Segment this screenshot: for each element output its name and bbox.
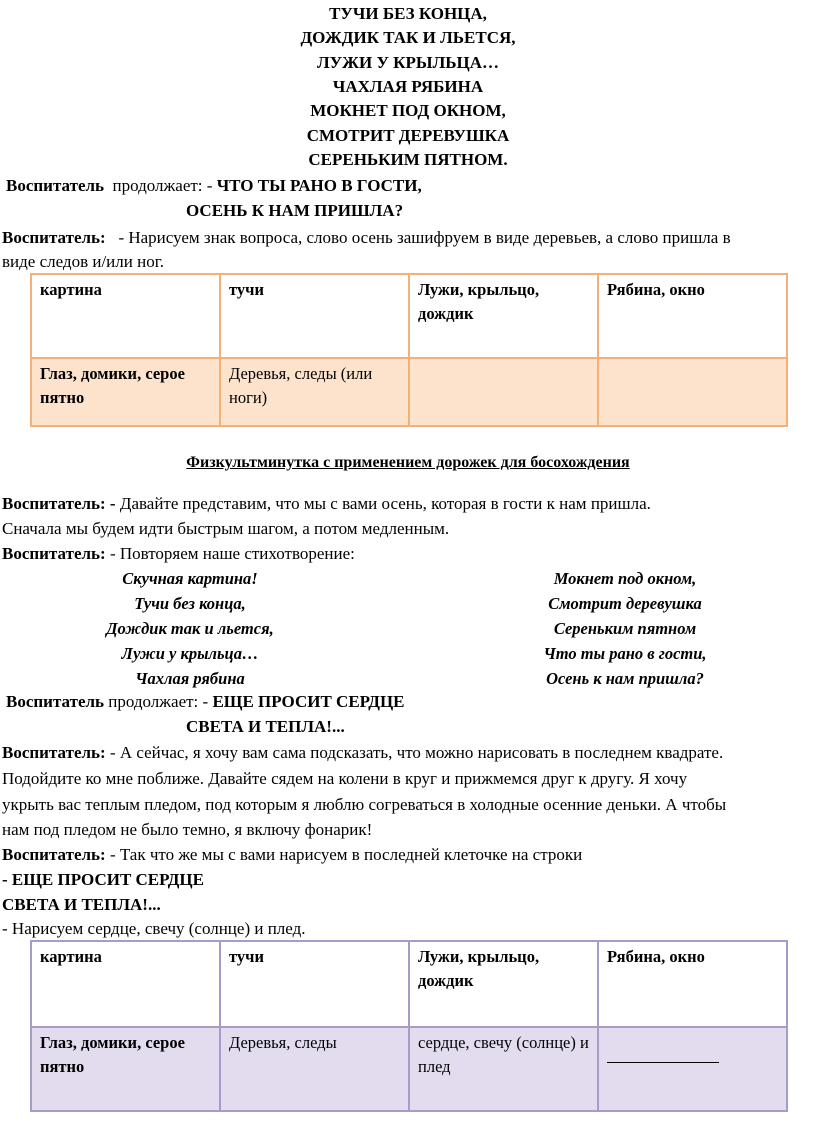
drawing-table-2 (30, 940, 788, 1112)
paragraph-text: - А сейчас, я хочу вам сама подсказать, что можно нарисовать в последнем квадрате. (109, 743, 724, 762)
paragraph-8: - Нарисуем сердце, свечу (солнце) и плед. (2, 919, 306, 938)
paragraph-3-line-2: Сначала мы будем идти быстрым шагом, а потом медленным. (2, 519, 450, 538)
poem-top-line-5: МОКНЕТ ПОД ОКНОМ, (310, 101, 506, 120)
speaker-label: Воспитатель: - (2, 494, 120, 513)
poem-top-line-6: СМОТРИТ ДЕРЕВУШКА (306, 126, 510, 145)
poem-left-line-4: Лужи у крыльца… (121, 644, 259, 663)
table-header-cell: Лужи, крыльцо, дождик (409, 274, 598, 358)
caps-line-1: - ЕЩЕ ПРОСИТ СЕРДЦЕ (2, 870, 204, 889)
table-cell: Глаз, домики, серое пятно (31, 1027, 220, 1111)
table-header-cell: тучи (220, 274, 409, 358)
paragraph-text: - Повторяем наше стихотворение: (109, 544, 355, 563)
poem-top-line-4: ЧАХЛАЯ РЯБИНА (332, 77, 484, 96)
table-row (31, 358, 787, 426)
drawing-table-1 (30, 273, 788, 427)
paragraph-4 (2, 542, 355, 566)
poem-right-line-2: Смотрит деревушка (548, 594, 702, 613)
poem-left-line-3: Дождик так и льется, (106, 619, 274, 638)
speaker-label: Воспитатель: (2, 228, 110, 247)
paragraph-2-line-1 (2, 226, 731, 250)
table-cell: Деревья, следы (или ноги) (220, 358, 409, 426)
speaker-label: Воспитатель: (2, 845, 110, 864)
table-header-cell: Лужи, крыльцо, дождик (409, 941, 598, 1027)
section-heading: Физкультминутка с применением дорожек для босохождения (186, 454, 630, 471)
caps-line-2: СВЕТА И ТЕПЛА!... (2, 895, 161, 914)
paragraph-5-line-2: СВЕТА И ТЕПЛА!... (186, 717, 345, 736)
caps-phrase: ЕЩЕ ПРОСИТ СЕРДЦЕ (212, 692, 405, 711)
paragraph-5-line-1 (6, 690, 405, 714)
poem-right-line-5: Осень к нам пришла? (546, 669, 704, 688)
speaker-label: Воспитатель (6, 692, 105, 711)
table-header-row (31, 941, 787, 1027)
poem-left-line-2: Тучи без конца, (134, 594, 246, 613)
paragraph-3-line-1 (2, 492, 651, 516)
paragraph-7 (2, 843, 582, 867)
poem-top-line-3: ЛУЖИ У КРЫЛЬЦА… (317, 53, 499, 72)
paragraph-6-line-4: нам под пледом не было темно, я включу фонарик! (2, 820, 373, 839)
poem-right-line-1: Мокнет под окном, (553, 569, 697, 588)
paragraph-text: - Так что же мы с вами нарисуем в последней клеточке на строки (109, 845, 583, 864)
poem-top-line-2: ДОЖДИК ТАК И ЛЬЕТСЯ, (300, 28, 516, 47)
table-header-cell: картина (31, 274, 220, 358)
table-cell-blank (598, 1027, 787, 1111)
poem-right-line-4: Что ты рано в гости, (543, 644, 707, 663)
table-header-cell: картина (31, 941, 220, 1027)
table-header-row (31, 274, 787, 358)
paragraph-6-line-1 (2, 741, 723, 765)
paragraph-text: Давайте представим, что мы с вами осень, которая в гости к нам пришла. (119, 494, 651, 513)
paragraph-1-line-2: ОСЕНЬ К НАМ ПРИШЛА? (186, 201, 404, 220)
speaker-label: Воспитатель: (2, 544, 110, 563)
speaker-verb: продолжает: - (104, 692, 213, 711)
table-cell (409, 358, 598, 426)
caps-phrase: ЧТО ТЫ РАНО В ГОСТИ, (216, 176, 422, 195)
paragraph-2-line-2: виде следов и/или ног. (2, 252, 164, 271)
paragraph-1-line-1 (6, 174, 422, 198)
poem-top-line-1: ТУЧИ БЕЗ КОНЦА, (329, 4, 487, 23)
paragraph-6-line-2: Подойдите ко мне поближе. Давайте сядем на колени в круг и прижмемся друг к другу. Я хочу (2, 769, 688, 788)
table-cell (598, 358, 787, 426)
poem-right-line-3: Сереньким пятном (553, 619, 697, 638)
table-header-cell: тучи (220, 941, 409, 1027)
speaker-label: Воспитатель (6, 176, 105, 195)
table-cell: сердце, свечу (солнце) и плед (409, 1027, 598, 1111)
table-header-cell: Рябина, окно (598, 274, 787, 358)
poem-left-line-5: Чахлая рябина (135, 669, 245, 688)
speaker-label: Воспитатель: (2, 743, 110, 762)
poem-top-line-7: СЕРЕНЬКИМ ПЯТНОМ. (308, 150, 508, 169)
table-header-cell: Рябина, окно (598, 941, 787, 1027)
paragraph-6-line-3: укрыть вас теплым пледом, под которым я люблю согреваться в холодные осенние деньки. А чтобы (2, 795, 727, 814)
table-cell: Деревья, следы (220, 1027, 409, 1111)
speaker-verb: продолжает: - (104, 176, 217, 195)
paragraph-text: - Нарисуем знак вопроса, слово осень зашифруем в виде деревьев, а слово пришла в (109, 228, 731, 247)
poem-left-line-1: Скучная картина! (122, 569, 258, 588)
fill-in-line (607, 1061, 719, 1063)
table-row (31, 1027, 787, 1111)
table-cell: Глаз, домики, серое пятно (31, 358, 220, 426)
